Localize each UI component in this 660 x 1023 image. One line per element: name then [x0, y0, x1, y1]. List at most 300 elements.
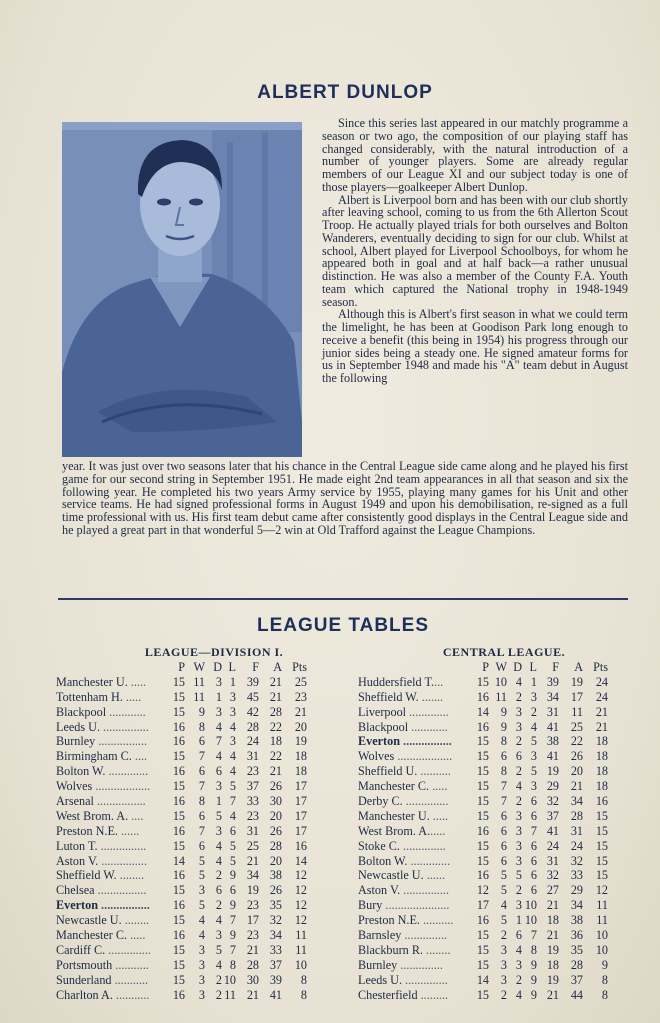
stat-w: 7 [198, 749, 205, 764]
stat-l: 7 [229, 913, 236, 928]
stat-w: 5 [198, 898, 205, 913]
stat-d: 1 [215, 689, 222, 704]
stat-a: 17 [570, 689, 583, 704]
stat-l: 10 [524, 913, 537, 928]
stat-f: 31 [246, 749, 259, 764]
stat-l: 1 [229, 674, 236, 689]
stat-l: 8 [229, 957, 236, 972]
team-name-text: Stoke C. [358, 838, 400, 853]
table-row [56, 705, 326, 720]
team-name-text: Aston V. [358, 883, 401, 898]
article-paragraph-2: Albert is Liverpool born and has been with our club shortly after leaving school, coming to us from the 6th Allerton Scout Troop. He actually played trials for both ourselves and Bolton Wanderers, eventually deciding to sign for our club. Whilst at school, Albert played for Liverpool Schoolboys, for whom he appeared both in goal and at half back—a rather unusual distinction. He was also a member of the County F.A. Youth team which captured the National trophy in 1948-1949 season. [322, 192, 628, 309]
stat-d: 2 [515, 764, 522, 779]
table-row [358, 809, 630, 824]
team-name [56, 809, 176, 824]
stat-p: 15 [476, 808, 489, 823]
leader-dots: ............. [406, 704, 449, 719]
stat-f: 23 [246, 928, 259, 943]
table-row [56, 839, 326, 854]
stat-p: 15 [172, 883, 185, 898]
stat-w: 9 [500, 704, 507, 719]
team-name [358, 705, 478, 720]
stat-w: 6 [500, 838, 507, 853]
stat-d: 3 [515, 808, 522, 823]
stat-pts: 15 [595, 868, 608, 883]
stat-w: 6 [500, 808, 507, 823]
stat-l: 9 [530, 987, 537, 1002]
table-row [56, 764, 326, 779]
stat-f: 33 [246, 794, 259, 809]
stat-p: 15 [476, 838, 489, 853]
stat-f: 31 [246, 823, 259, 838]
stat-p: 15 [172, 689, 185, 704]
team-name [358, 913, 478, 928]
team-name-text: Newcastle U. [358, 868, 424, 883]
stat-w: 2 [500, 987, 507, 1002]
stat-d: 1 [515, 913, 522, 928]
table-row [56, 809, 326, 824]
column-header-l: L [228, 660, 236, 674]
table-row [358, 898, 630, 913]
team-name [56, 928, 176, 943]
central-league-title: CENTRAL LEAGUE. [442, 645, 566, 659]
stat-f: 19 [546, 972, 559, 987]
table-row [358, 928, 630, 943]
table-row [56, 928, 326, 943]
stat-pts: 14 [294, 853, 307, 868]
stat-w: 6 [500, 823, 507, 838]
stat-d: 3 [215, 674, 222, 689]
leader-dots: .............. [401, 928, 448, 943]
stat-d: 4 [215, 853, 222, 868]
stat-w: 3 [198, 883, 205, 898]
table-row [56, 898, 326, 913]
leader-dots: ..... [429, 779, 448, 794]
team-name-text: Cardiff C. [56, 942, 106, 957]
stat-a: 18 [269, 734, 282, 749]
stat-f: 28 [246, 957, 259, 972]
stat-a: 21 [269, 689, 282, 704]
stat-a: 37 [570, 972, 583, 987]
team-name [56, 988, 176, 1003]
leader-dots: ..................... [382, 898, 450, 913]
stat-a: 26 [570, 749, 583, 764]
stat-a: 33 [570, 868, 583, 883]
team-name-text: Chesterfield [358, 987, 418, 1002]
stat-f: 45 [246, 689, 259, 704]
stat-f: 29 [546, 779, 559, 794]
stat-pts: 15 [595, 808, 608, 823]
stat-pts: 11 [596, 898, 608, 913]
team-name-text: Blackpool [358, 719, 409, 734]
stat-l: 3 [530, 779, 537, 794]
stat-pts: 8 [300, 972, 307, 987]
team-name-text: Portsmouth [56, 957, 113, 972]
stat-p: 15 [476, 987, 489, 1002]
table-row [56, 913, 326, 928]
stat-a: 28 [269, 838, 282, 853]
stat-f: 39 [546, 674, 559, 689]
article-paragraph-3: Although this is Albert's first season in what we could term the limelight, he has been at Goodison Park long enough to receive a benefit (this being in 1954) his progress through our junior sides being a steady one. He signed amateur forms for us in September 1948 and made his "A" team debut in August the following [322, 307, 628, 385]
stat-w: 6 [500, 853, 507, 868]
stat-f: 34 [246, 868, 259, 883]
stat-f: 19 [546, 764, 559, 779]
stat-p: 15 [172, 957, 185, 972]
team-name-text: Manchester C. [56, 928, 128, 943]
stat-w: 5 [500, 868, 507, 883]
table-row [358, 764, 630, 779]
stat-pts: 24 [595, 689, 608, 704]
team-name-text: Manchester C. [358, 779, 430, 794]
column-header-f: F [252, 660, 259, 674]
stat-l: 4 [530, 719, 537, 734]
team-name-text: Sheffield W. [358, 689, 419, 704]
stat-d: 4 [215, 957, 222, 972]
table-row [358, 854, 630, 869]
leader-dots: ........ [121, 913, 150, 928]
stat-pts: 10 [294, 957, 307, 972]
team-name-text: Wolves [56, 779, 93, 794]
stat-d: 2 [215, 972, 222, 987]
team-name [358, 794, 478, 809]
article-body [322, 117, 628, 385]
article-paragraph-3-continued: year. It was just over two seasons later that his chance in the Central League side came along and he played his first game for our second string in September 1951. He made eight 2nd team appearances in all that season and six the following year. He completed his two years Army service by 1955, playing many games for his Unit and other service teams. He had signed professional forms in August 1949 and upon his demobilisation, re-signed as a full time professional with us. His first team debut came after consistently good displays in the Central League side and he played a great part in that wonderful 5—2 win at Old Trafford against the League Champions. [62, 459, 628, 537]
stat-d: 4 [215, 838, 222, 853]
stat-pts: 10 [595, 928, 608, 943]
leader-dots: ............. [105, 764, 149, 779]
team-name [56, 824, 176, 839]
team-name-text: West Brom. A. [56, 808, 129, 823]
stat-f: 21 [246, 987, 259, 1002]
stat-d: 2 [515, 883, 522, 898]
team-name [358, 809, 478, 824]
stat-p: 15 [476, 764, 489, 779]
column-header-p: P [178, 660, 185, 674]
table-row [56, 749, 326, 764]
section-divider [58, 598, 628, 600]
team-name [56, 883, 176, 898]
table-row [358, 913, 630, 928]
leader-dots: ........ [423, 942, 451, 957]
column-header-f: F [552, 660, 559, 674]
stat-d: 6 [215, 764, 222, 779]
stat-w: 7 [198, 823, 205, 838]
stat-p: 15 [476, 779, 489, 794]
stat-d: 2 [215, 987, 222, 1002]
leader-dots: ................ [399, 734, 452, 749]
leader-dots: ............... [98, 853, 147, 868]
leader-dots: .............. [399, 838, 446, 853]
stat-a: 32 [570, 853, 583, 868]
stat-w: 8 [198, 719, 205, 734]
stat-w: 8 [198, 794, 205, 809]
stat-w: 7 [198, 779, 205, 794]
central-league-table [358, 645, 630, 1002]
stat-p: 15 [172, 674, 185, 689]
team-name-text: Sheffield U. [358, 764, 418, 779]
stat-p: 16 [172, 928, 185, 943]
team-name [358, 868, 478, 883]
stat-p: 14 [476, 704, 489, 719]
team-name-text: West Brom. A. [358, 823, 431, 838]
stat-w: 9 [198, 704, 205, 719]
stat-pts: 25 [294, 674, 307, 689]
stat-p: 15 [476, 749, 489, 764]
stat-a: 34 [269, 928, 282, 943]
table-row [358, 675, 630, 690]
team-name [358, 779, 478, 794]
stat-w: 8 [500, 764, 507, 779]
stat-p: 15 [172, 838, 185, 853]
column-header-a: A [574, 660, 583, 674]
stat-f: 23 [246, 898, 259, 913]
stat-pts: 12 [294, 883, 307, 898]
stat-d: 6 [515, 928, 522, 943]
stat-a: 26 [269, 779, 282, 794]
stat-a: 41 [269, 987, 282, 1002]
stat-f: 41 [546, 823, 559, 838]
stat-a: 21 [269, 674, 282, 689]
division-one-title: LEAGUE—DIVISION I. [144, 645, 284, 659]
stat-f: 21 [546, 987, 559, 1002]
stat-d: 3 [515, 719, 522, 734]
stat-d: 2 [515, 734, 522, 749]
leader-dots: ....... [418, 689, 444, 704]
stat-pts: 21 [595, 704, 608, 719]
stat-w: 9 [500, 719, 507, 734]
stat-pts: 18 [294, 764, 307, 779]
team-name [358, 988, 478, 1003]
team-name-text: Sunderland [56, 972, 112, 987]
column-header-a: A [273, 660, 282, 674]
column-header-pts: Pts [593, 660, 608, 674]
team-name [56, 868, 176, 883]
stat-l: 9 [530, 972, 537, 987]
stat-a: 39 [269, 972, 282, 987]
table-row [56, 779, 326, 794]
leader-dots: .......... [417, 764, 451, 779]
stat-l: 3 [229, 704, 236, 719]
team-name [358, 928, 478, 943]
stat-pts: 11 [596, 913, 608, 928]
team-name [56, 749, 176, 764]
stat-p: 16 [476, 719, 489, 734]
leader-dots: ........ [116, 868, 145, 883]
team-name-text: Everton [358, 734, 400, 749]
stat-f: 31 [546, 704, 559, 719]
stat-a: 26 [269, 823, 282, 838]
stat-l: 3 [530, 689, 537, 704]
stat-l: 4 [229, 719, 236, 734]
table-row [56, 824, 326, 839]
stat-pts: 17 [294, 808, 307, 823]
stat-f: 21 [546, 928, 559, 943]
stat-pts: 18 [294, 749, 307, 764]
stat-l: 10 [223, 972, 236, 987]
stat-p: 16 [172, 764, 185, 779]
stat-p: 12 [476, 883, 489, 898]
table-row [358, 943, 630, 958]
stat-p: 16 [172, 868, 185, 883]
stat-p: 15 [172, 942, 185, 957]
stat-a: 22 [269, 719, 282, 734]
stat-d: 3 [515, 853, 522, 868]
stat-a: 29 [570, 883, 583, 898]
stat-w: 3 [500, 972, 507, 987]
stat-d: 2 [515, 794, 522, 809]
table-row [56, 794, 326, 809]
stat-pts: 8 [300, 987, 307, 1002]
team-name-text: Wolves [358, 749, 395, 764]
stat-l: 4 [229, 764, 236, 779]
stat-a: 44 [570, 987, 583, 1002]
stat-pts: 21 [294, 704, 307, 719]
column-header-d: D [213, 660, 222, 674]
team-name [358, 675, 478, 690]
stat-p: 16 [476, 913, 489, 928]
stat-f: 19 [546, 942, 559, 957]
stat-l: 6 [530, 794, 537, 809]
team-name-text: Burnley [358, 957, 398, 972]
team-name-text: Birmingham C. [56, 749, 132, 764]
leader-dots: ............. [407, 853, 451, 868]
stat-f: 19 [246, 883, 259, 898]
column-header-l: L [529, 660, 537, 674]
column-header-w: W [495, 660, 507, 674]
stat-a: 25 [570, 719, 583, 734]
stat-a: 22 [570, 734, 583, 749]
team-name-text: Preston N.E. [56, 823, 118, 838]
stat-f: 24 [546, 838, 559, 853]
stat-l: 9 [229, 868, 236, 883]
stat-p: 15 [172, 749, 185, 764]
leader-dots: ...... [423, 868, 445, 883]
stat-d: 5 [515, 868, 522, 883]
team-name [56, 764, 176, 779]
stat-w: 5 [500, 883, 507, 898]
stat-f: 23 [246, 808, 259, 823]
leader-dots: ................ [93, 794, 146, 809]
stat-a: 11 [571, 704, 583, 719]
stat-pts: 8 [601, 972, 608, 987]
team-name [358, 943, 478, 958]
stat-p: 15 [476, 794, 489, 809]
leader-dots: ........... [112, 957, 149, 972]
stat-w: 11 [495, 689, 507, 704]
leader-dots: ............ [106, 704, 146, 719]
stat-pts: 15 [595, 853, 608, 868]
leader-dots: ......... [417, 987, 449, 1002]
team-name-text: Leeds U. [56, 719, 100, 734]
stat-f: 21 [546, 898, 559, 913]
stat-pts: 12 [595, 883, 608, 898]
team-name-text: Manchester U. [358, 808, 430, 823]
stat-p: 16 [172, 734, 185, 749]
stat-l: 11 [224, 987, 236, 1002]
stat-l: 7 [530, 928, 537, 943]
stat-f: 25 [246, 838, 259, 853]
team-name [358, 764, 478, 779]
stat-a: 34 [570, 794, 583, 809]
stat-a: 38 [570, 913, 583, 928]
stat-w: 3 [198, 987, 205, 1002]
column-header-d: D [513, 660, 522, 674]
stat-d: 3 [515, 838, 522, 853]
team-name [358, 883, 478, 898]
table-row [56, 675, 326, 690]
article-title: ALBERT DUNLOP [257, 82, 433, 103]
stat-f: 34 [546, 689, 559, 704]
stat-d: 4 [215, 749, 222, 764]
team-name [358, 734, 478, 749]
leader-dots: ..... [429, 808, 449, 823]
stat-l: 5 [229, 838, 236, 853]
stat-a: 35 [269, 898, 282, 913]
stat-d: 3 [515, 823, 522, 838]
table-row [358, 720, 630, 735]
stat-d: 2 [515, 972, 522, 987]
leader-dots: .................. [92, 779, 151, 794]
stat-f: 23 [246, 764, 259, 779]
stat-l: 6 [530, 883, 537, 898]
table-row [56, 854, 326, 869]
table-row [56, 958, 326, 973]
team-name [56, 734, 176, 749]
league-tables-title: LEAGUE TABLES [256, 615, 430, 636]
stat-a: 28 [570, 808, 583, 823]
team-name-text: Blackpool [56, 704, 107, 719]
stat-p: 15 [172, 808, 185, 823]
leader-dots: ..... [430, 823, 446, 838]
stat-d: 4 [515, 987, 522, 1002]
team-name-text: Newcastle U. [56, 913, 122, 928]
stat-w: 11 [193, 674, 205, 689]
stat-pts: 19 [294, 734, 307, 749]
table-row [358, 734, 630, 749]
leader-dots: .............. [402, 794, 449, 809]
stat-a: 20 [269, 808, 282, 823]
table-row [358, 883, 630, 898]
stat-w: 7 [500, 794, 507, 809]
team-name [358, 973, 478, 988]
division-one-table [56, 645, 326, 1002]
stat-f: 21 [246, 942, 259, 957]
stat-p: 16 [476, 868, 489, 883]
stat-l: 9 [229, 928, 236, 943]
team-name [56, 675, 176, 690]
stat-a: 32 [269, 913, 282, 928]
stat-f: 32 [546, 794, 559, 809]
stat-f: 42 [246, 704, 259, 719]
stat-f: 41 [546, 749, 559, 764]
stat-a: 22 [269, 749, 282, 764]
team-name-text: Barnsley [358, 928, 402, 943]
stat-l: 5 [530, 734, 537, 749]
team-name [56, 943, 176, 958]
table-row [358, 824, 630, 839]
stat-a: 26 [269, 883, 282, 898]
team-name-text: Burnley [56, 734, 96, 749]
stat-pts: 12 [294, 868, 307, 883]
stat-l: 3 [530, 749, 537, 764]
central-league-rows [358, 660, 630, 1002]
table-row [358, 794, 630, 809]
table-row [358, 779, 630, 794]
stat-a: 35 [570, 942, 583, 957]
stat-w: 6 [198, 808, 205, 823]
team-name [358, 839, 478, 854]
team-name [56, 913, 176, 928]
